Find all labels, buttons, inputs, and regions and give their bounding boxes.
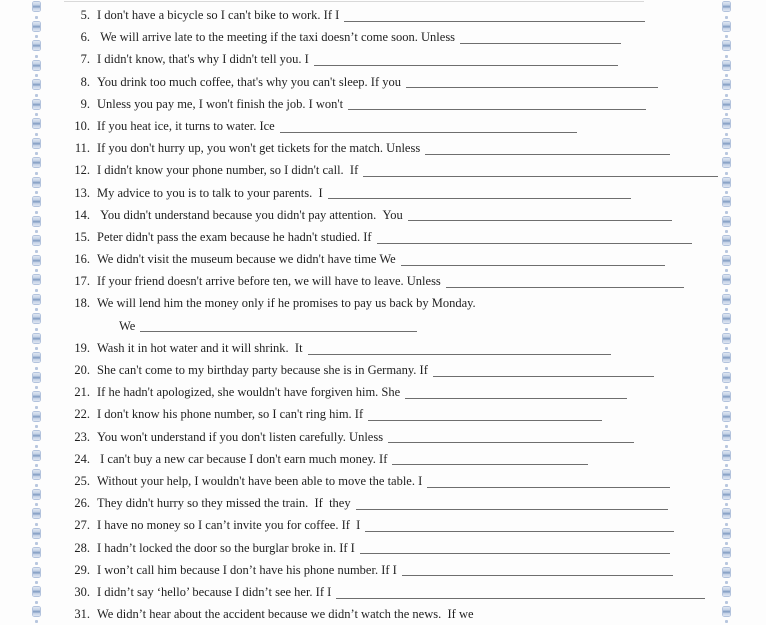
item-text: If he hadn't apologized, she wouldn't have forgiven him. She (97, 385, 401, 400)
exercise-item (68, 403, 730, 425)
chain-link-dot-icon (35, 55, 38, 58)
chain-bead-icon (33, 80, 40, 89)
answer-blank-line (377, 242, 692, 244)
chain-bead-icon (33, 236, 40, 245)
item-text: Wash it in hot water and it will shrink. It (97, 340, 303, 355)
chain-bead-icon (33, 548, 40, 557)
answer-blank-line (392, 463, 588, 465)
item-text: We didn't visit the museum because we didn't have time We (97, 252, 396, 267)
exercise-item (68, 470, 730, 492)
item-text: I hadn’t locked the door so the burglar broke in. If I (97, 540, 355, 555)
exercise-item (68, 71, 730, 93)
item-text: My advice to you is to talk to your parents. I (97, 185, 323, 200)
item-number: 24. (74, 451, 90, 466)
chain-link-dot-icon (35, 406, 38, 409)
item-text: Without your help, I wouldn't have been able to move the table. I (97, 473, 423, 488)
answer-blank-line (405, 397, 627, 399)
exercise-item (68, 26, 730, 48)
item-text: I don't have a bicycle so I can't bike to work. If I (97, 8, 340, 22)
answer-blank-line (408, 219, 672, 221)
answer-blank-line (446, 286, 684, 288)
item-number: 18. (74, 296, 90, 311)
exercise-item (68, 159, 730, 181)
chain-bead-icon (33, 158, 40, 167)
item-text: They didn't hurry so they missed the train. If they (97, 496, 351, 511)
chain-bead-icon (33, 568, 40, 577)
chain-link-dot-icon (35, 269, 38, 272)
chain-link-dot-icon (35, 74, 38, 77)
chain-bead-icon (33, 509, 40, 518)
chain-bead-icon (33, 334, 40, 343)
exercise-item (68, 537, 730, 559)
item-number: 22. (74, 407, 90, 422)
answer-blank-line (406, 86, 658, 88)
answer-blank-line (328, 197, 631, 199)
chain-link-dot-icon (35, 250, 38, 253)
exercise-item (68, 315, 730, 337)
item-text: I won’t call him because I don’t have his phone number. If I (97, 562, 397, 577)
exercise-item (68, 4, 730, 26)
chain-bead-icon (33, 61, 40, 70)
chain-link-dot-icon (35, 113, 38, 116)
exercise-item (68, 426, 730, 448)
exercise-item (68, 292, 730, 314)
chain-link-dot-icon (35, 425, 38, 428)
item-text: You won't understand if you don't listen carefully. Unless (97, 429, 384, 444)
item-number: 25. (74, 473, 90, 488)
item-number: 12. (74, 163, 90, 178)
answer-blank-line (433, 375, 654, 377)
answer-blank-line (348, 108, 646, 110)
chain-bead-icon (33, 295, 40, 304)
chain-bead-icon (33, 470, 40, 479)
item-text: We (119, 318, 136, 333)
item-text: Peter didn't pass the exam because he hadn't studied. If (97, 229, 372, 244)
chain-link-dot-icon (35, 542, 38, 545)
exercise-item (68, 337, 730, 359)
worksheet-body (68, 4, 730, 625)
item-number: 7. (80, 52, 90, 67)
chain-bead-icon (33, 139, 40, 148)
answer-blank-line (314, 64, 618, 66)
chain-link-dot-icon (35, 581, 38, 584)
item-text: I didn't know your phone number, so I didn't call. If (97, 163, 359, 178)
answer-blank-line (401, 264, 665, 266)
chain-bead-icon (33, 275, 40, 284)
chain-bead-icon (33, 373, 40, 382)
item-number: 16. (74, 252, 90, 267)
exercise-item (68, 492, 730, 514)
item-number: 5. (80, 8, 90, 22)
exercise-item (68, 137, 730, 159)
exercise-item (68, 581, 730, 603)
chain-link-dot-icon (35, 35, 38, 38)
item-text: We will lend him the money only if he promises to pay us back by Monday. (97, 296, 476, 311)
exercise-item (68, 603, 730, 625)
exercise-item (68, 48, 730, 70)
exercise-item (68, 381, 730, 403)
item-number: 10. (74, 118, 90, 133)
item-number: 29. (74, 562, 90, 577)
item-number: 14. (74, 207, 90, 222)
chain-link-dot-icon (35, 172, 38, 175)
answer-blank-line (344, 20, 645, 22)
chain-link-dot-icon (35, 445, 38, 448)
answer-blank-line (336, 597, 705, 599)
item-text: We didn’t hear about the accident because we didn’t watch the news. If we (97, 607, 474, 622)
item-number: 28. (74, 540, 90, 555)
exercise-item (68, 115, 730, 137)
item-text: I didn’t say ‘hello’ because I didn’t see her. If I (97, 584, 332, 599)
chain-link-dot-icon (35, 152, 38, 155)
answer-blank-line (356, 508, 668, 510)
chain-link-dot-icon (35, 230, 38, 233)
chain-bead-icon (33, 100, 40, 109)
item-number: 21. (74, 385, 90, 400)
chain-link-dot-icon (35, 133, 38, 136)
answer-blank-line (425, 153, 670, 155)
answer-blank-line (140, 330, 417, 332)
answer-blank-line (427, 486, 670, 488)
chain-link-dot-icon (35, 289, 38, 292)
item-number: 27. (74, 518, 90, 533)
exercise-item (68, 248, 730, 270)
exercise-item (68, 182, 730, 204)
item-number: 13. (74, 185, 90, 200)
item-text: I didn't know, that's why I didn't tell you. I (97, 52, 309, 67)
item-text: You drink too much coffee, that's why you can't sleep. If you (97, 74, 401, 89)
chain-link-dot-icon (35, 347, 38, 350)
exercise-item (68, 514, 730, 536)
chain-link-dot-icon (35, 191, 38, 194)
chain-link-dot-icon (35, 16, 38, 19)
item-text: You didn't understand because you didn't pay attention. You (97, 207, 403, 222)
chain-link-dot-icon (35, 308, 38, 311)
exercise-item (68, 448, 730, 470)
chain-link-dot-icon (35, 503, 38, 506)
item-text: She can't come to my birthday party because she is in Germany. If (97, 363, 428, 377)
item-text: If you don't hurry up, you won't get tickets for the match. Unless (97, 141, 421, 156)
previous-answer-line-remnant (64, 1, 644, 2)
decorative-border-left (32, 0, 41, 620)
chain-link-dot-icon (35, 94, 38, 97)
chain-link-dot-icon (35, 601, 38, 604)
chain-bead-icon (33, 41, 40, 50)
item-number: 20. (74, 363, 90, 377)
item-number: 31. (74, 607, 90, 622)
answer-blank-line (368, 419, 602, 421)
item-number: 15. (74, 229, 90, 244)
chain-link-dot-icon (35, 211, 38, 214)
item-number: 6. (80, 30, 90, 45)
item-text: Unless you pay me, I won't finish the job. I won't (97, 96, 344, 111)
chain-link-dot-icon (35, 367, 38, 370)
chain-link-dot-icon (35, 562, 38, 565)
item-text: We will arrive late to the meeting if the taxi doesn’t come soon. Unless (97, 30, 456, 45)
chain-bead-icon (33, 197, 40, 206)
answer-blank-line (365, 530, 674, 532)
chain-bead-icon (33, 490, 40, 499)
item-number: 8. (80, 74, 90, 89)
item-number: 11. (74, 141, 90, 156)
item-number: 30. (74, 584, 90, 599)
exercise-item (68, 559, 730, 581)
chain-link-dot-icon (35, 620, 38, 623)
exercise-item (68, 93, 730, 115)
answer-blank-line (308, 353, 611, 355)
exercise-item (68, 270, 730, 292)
chain-bead-icon (33, 2, 40, 11)
item-number: 26. (74, 496, 90, 511)
item-number: 23. (74, 429, 90, 444)
exercise-item (68, 204, 730, 226)
chain-bead-icon (33, 22, 40, 31)
chain-link-dot-icon (35, 464, 38, 467)
item-number: 9. (80, 96, 90, 111)
chain-link-dot-icon (35, 484, 38, 487)
chain-bead-icon (33, 431, 40, 440)
item-text: I have no money so I can’t invite you for coffee. If I (97, 518, 361, 533)
exercise-item (68, 359, 730, 381)
item-text: If you heat ice, it turns to water. Ice (97, 118, 275, 133)
answer-blank-line (280, 131, 577, 133)
item-number: 17. (74, 274, 90, 289)
chain-link-dot-icon (35, 328, 38, 331)
chain-bead-icon (33, 607, 40, 616)
answer-blank-line (460, 42, 621, 44)
chain-bead-icon (33, 119, 40, 128)
answer-blank-line (402, 574, 673, 576)
item-text: If your friend doesn't arrive before ten, we will have to leave. Unless (97, 274, 441, 289)
item-text: I don't know his phone number, so I can't ring him. If (97, 407, 364, 422)
chain-bead-icon (33, 217, 40, 226)
item-number: 19. (74, 340, 90, 355)
chain-bead-icon (33, 256, 40, 265)
chain-bead-icon (33, 529, 40, 538)
chain-bead-icon (33, 412, 40, 421)
item-text: I can't buy a new car because I don't earn much money. If (97, 451, 388, 466)
chain-bead-icon (33, 178, 40, 187)
chain-bead-icon (33, 314, 40, 323)
chain-bead-icon (33, 353, 40, 362)
chain-bead-icon (33, 392, 40, 401)
exercise-item (68, 226, 730, 248)
chain-link-dot-icon (35, 523, 38, 526)
answer-blank-line (360, 552, 670, 554)
chain-link-dot-icon (35, 386, 38, 389)
answer-blank-line (363, 175, 718, 177)
chain-bead-icon (33, 587, 40, 596)
chain-bead-icon (33, 451, 40, 460)
answer-blank-line (388, 441, 634, 443)
